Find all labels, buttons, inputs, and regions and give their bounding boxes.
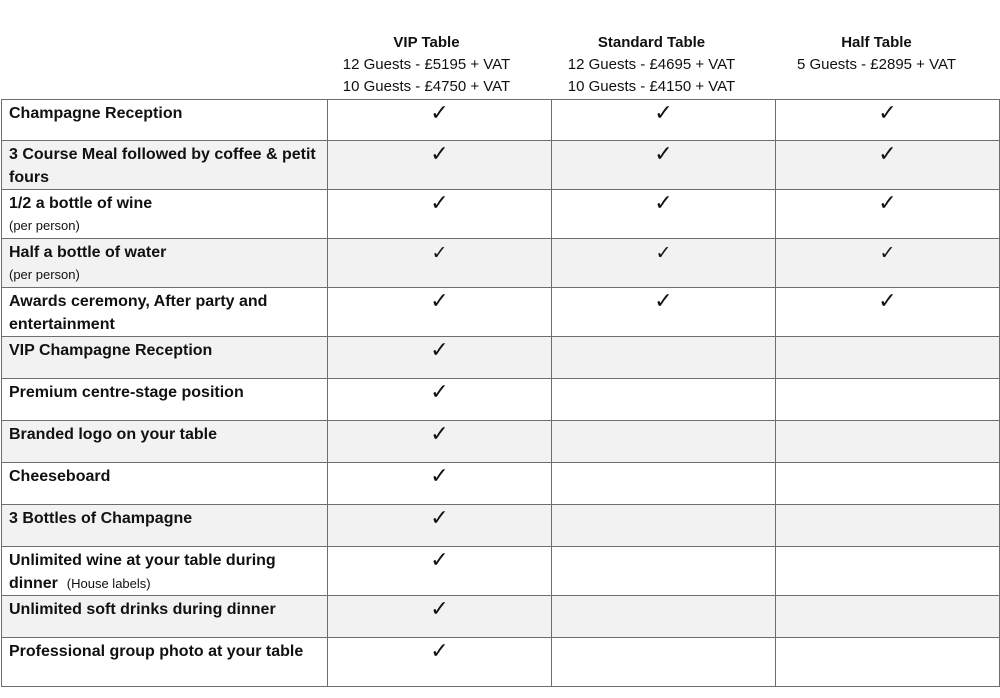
vip-cell xyxy=(328,337,552,379)
feature-label: Unlimited wine at your table during dinner xyxy=(9,552,276,592)
standard-cell xyxy=(552,190,776,239)
checkmark-icon: ✓ xyxy=(430,142,449,167)
feature-cell xyxy=(2,596,328,638)
feature-cell xyxy=(2,190,328,239)
feature-label: Professional group photo at your table xyxy=(9,643,304,660)
checkmark-icon: ✓ xyxy=(430,338,449,363)
table-row xyxy=(2,379,1000,421)
table-row xyxy=(2,141,1000,190)
half-cell xyxy=(776,379,1000,421)
checkmark-icon: ✓ xyxy=(430,597,449,622)
vip-cell xyxy=(328,505,552,547)
table-row xyxy=(2,421,1000,463)
half-cell xyxy=(776,596,1000,638)
checkmark-icon: ✓ xyxy=(654,101,673,126)
feature-cell xyxy=(2,141,328,190)
half-cell xyxy=(776,638,1000,687)
table-row xyxy=(2,239,1000,288)
column-title: VIP Table xyxy=(393,34,460,51)
standard-cell xyxy=(552,141,776,190)
checkmark-icon: ✓ xyxy=(655,242,672,264)
half-cell xyxy=(776,547,1000,596)
checkmark-icon: ✓ xyxy=(430,506,449,531)
feature-label: Awards ceremony, After party and entertainment xyxy=(9,293,268,333)
feature-cell xyxy=(2,547,328,596)
feature-cell xyxy=(2,100,328,141)
feature-cell xyxy=(2,505,328,547)
half-cell xyxy=(776,190,1000,239)
checkmark-icon: ✓ xyxy=(654,191,673,216)
price-line: 10 Guests - £4150 + VAT xyxy=(567,78,736,95)
table-row xyxy=(2,288,1000,337)
standard-cell xyxy=(552,337,776,379)
feature-label: Branded logo on your table xyxy=(9,426,218,443)
standard-cell xyxy=(552,596,776,638)
checkmark-icon: ✓ xyxy=(878,101,897,126)
vip-cell xyxy=(328,141,552,190)
feature-cell xyxy=(2,421,328,463)
table-row xyxy=(2,337,1000,379)
checkmark-icon: ✓ xyxy=(430,422,449,447)
standard-cell xyxy=(552,638,776,687)
vip-cell xyxy=(328,288,552,337)
feature-cell xyxy=(2,239,328,288)
feature-cell xyxy=(2,379,328,421)
feature-label: 1/2 a bottle of wine xyxy=(9,195,153,212)
table-row xyxy=(2,505,1000,547)
feature-sub: (per person) xyxy=(9,267,80,282)
checkmark-icon: ✓ xyxy=(430,380,449,405)
price-line: 12 Guests - £4695 + VAT xyxy=(567,56,736,73)
checkmark-icon: ✓ xyxy=(654,142,673,167)
standard-cell xyxy=(552,379,776,421)
feature-label: Unlimited soft drinks during dinner xyxy=(9,601,276,618)
feature-label: 3 Bottles of Champagne xyxy=(9,510,193,527)
column-headers xyxy=(314,32,989,98)
vip-cell xyxy=(328,190,552,239)
table-row xyxy=(2,638,1000,687)
standard-cell xyxy=(552,505,776,547)
feature-cell xyxy=(2,463,328,505)
half-cell xyxy=(776,100,1000,141)
standard-cell xyxy=(552,100,776,141)
checkmark-icon: ✓ xyxy=(430,548,449,573)
price-line: 10 Guests - £4750 + VAT xyxy=(342,78,511,95)
column-title: Standard Table xyxy=(597,34,706,51)
feature-cell xyxy=(2,337,328,379)
feature-label: 3 Course Meal followed by coffee & petit fours xyxy=(9,146,316,186)
column-header-standard xyxy=(539,32,764,98)
checkmark-icon: ✓ xyxy=(430,639,449,664)
table-row xyxy=(2,547,1000,596)
checkmark-icon: ✓ xyxy=(430,289,449,314)
feature-note: (House labels) xyxy=(66,576,151,591)
standard-cell xyxy=(552,463,776,505)
column-title: Half Table xyxy=(841,34,912,51)
standard-cell xyxy=(552,239,776,288)
checkmark-icon: ✓ xyxy=(430,464,449,489)
column-header-half xyxy=(764,32,989,98)
half-cell xyxy=(776,463,1000,505)
table-row xyxy=(2,100,1000,141)
table-row xyxy=(2,190,1000,239)
standard-cell xyxy=(552,547,776,596)
standard-cell xyxy=(552,421,776,463)
table-row xyxy=(2,463,1000,505)
feature-label: Champagne Reception xyxy=(9,105,183,122)
checkmark-icon: ✓ xyxy=(878,191,897,216)
table-row xyxy=(2,596,1000,638)
price-line: 5 Guests - £2895 + VAT xyxy=(796,56,957,73)
vip-cell xyxy=(328,100,552,141)
vip-cell xyxy=(328,463,552,505)
vip-cell xyxy=(328,596,552,638)
half-cell xyxy=(776,288,1000,337)
column-header-vip xyxy=(314,32,539,98)
checkmark-icon: ✓ xyxy=(430,191,449,216)
vip-cell xyxy=(328,239,552,288)
feature-label: Half a bottle of water xyxy=(9,244,167,261)
half-cell xyxy=(776,421,1000,463)
vip-cell xyxy=(328,638,552,687)
half-cell xyxy=(776,505,1000,547)
checkmark-icon: ✓ xyxy=(879,242,896,264)
half-cell xyxy=(776,141,1000,190)
feature-label: VIP Champagne Reception xyxy=(9,342,213,359)
feature-label: Cheeseboard xyxy=(9,468,111,485)
feature-sub: (per person) xyxy=(9,218,80,233)
vip-cell xyxy=(328,379,552,421)
price-line: 12 Guests - £5195 + VAT xyxy=(342,56,511,73)
feature-label: Premium centre-stage position xyxy=(9,384,244,401)
checkmark-icon: ✓ xyxy=(878,289,897,314)
vip-cell xyxy=(328,421,552,463)
standard-cell xyxy=(552,288,776,337)
checkmark-icon: ✓ xyxy=(878,142,897,167)
feature-cell xyxy=(2,288,328,337)
features-table xyxy=(1,99,1000,687)
feature-cell xyxy=(2,638,328,687)
checkmark-icon: ✓ xyxy=(431,242,448,264)
checkmark-icon: ✓ xyxy=(430,101,449,126)
checkmark-icon: ✓ xyxy=(654,289,673,314)
half-cell xyxy=(776,337,1000,379)
vip-cell xyxy=(328,547,552,596)
half-cell xyxy=(776,239,1000,288)
